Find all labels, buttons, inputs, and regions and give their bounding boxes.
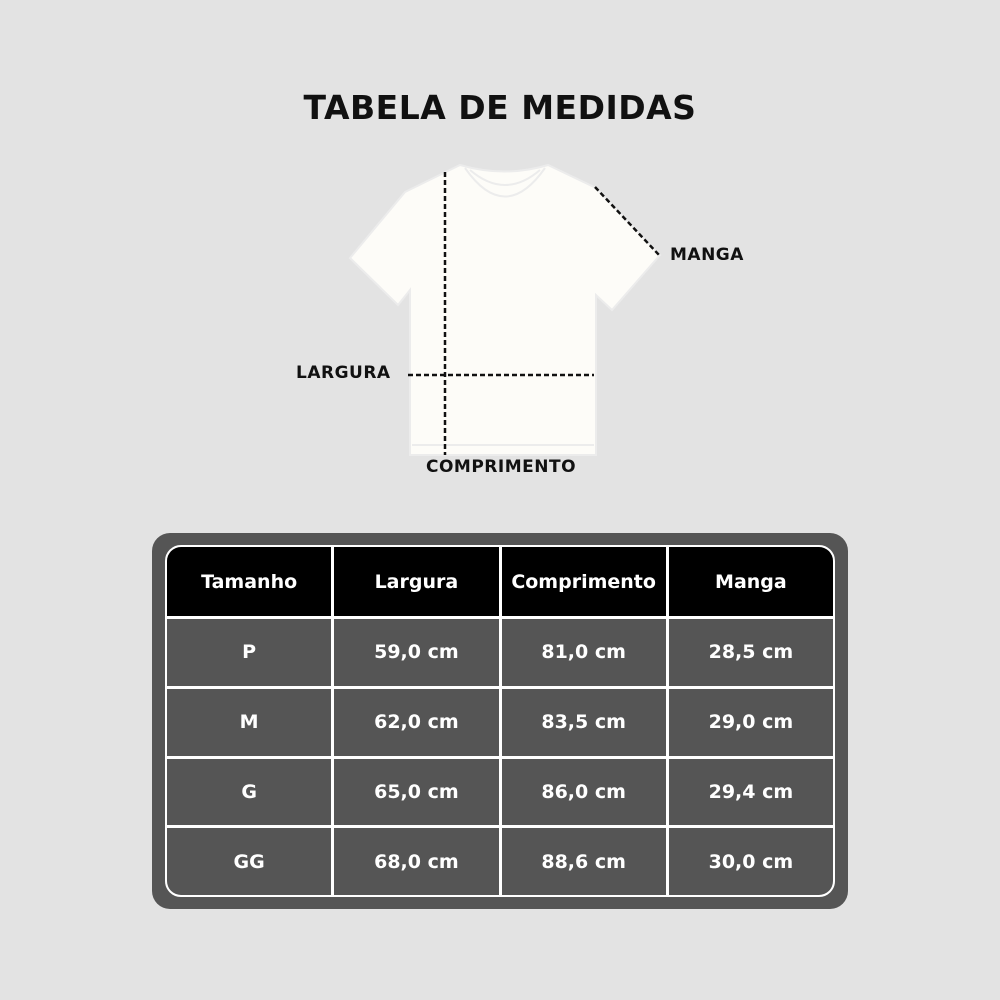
table-cell: 88,6 cm [502, 828, 666, 895]
table-cell: GG [167, 828, 331, 895]
page-title: TABELA DE MEDIDAS [303, 88, 697, 127]
table-cell: 68,0 cm [334, 828, 498, 895]
table-cell: 83,5 cm [502, 689, 666, 756]
table-cell: 30,0 cm [669, 828, 833, 895]
table-cell: 65,0 cm [334, 759, 498, 826]
header-largura: Largura [334, 547, 498, 616]
label-comprimento: COMPRIMENTO [426, 457, 577, 477]
table-cell: 62,0 cm [334, 689, 498, 756]
table-cell: G [167, 759, 331, 826]
table-cell: 81,0 cm [502, 619, 666, 686]
header-comprimento: Comprimento [502, 547, 666, 616]
table-cell: 29,0 cm [669, 689, 833, 756]
label-manga: MANGA [670, 245, 744, 265]
table-cell: M [167, 689, 331, 756]
table-cell: 59,0 cm [334, 619, 498, 686]
table-cell: 29,4 cm [669, 759, 833, 826]
table-cell: 28,5 cm [669, 619, 833, 686]
header-tamanho: Tamanho [167, 547, 331, 616]
size-table [165, 545, 835, 897]
header-manga: Manga [669, 547, 833, 616]
table-cell: 86,0 cm [502, 759, 666, 826]
table-cell: P [167, 619, 331, 686]
label-largura: LARGURA [296, 363, 391, 383]
